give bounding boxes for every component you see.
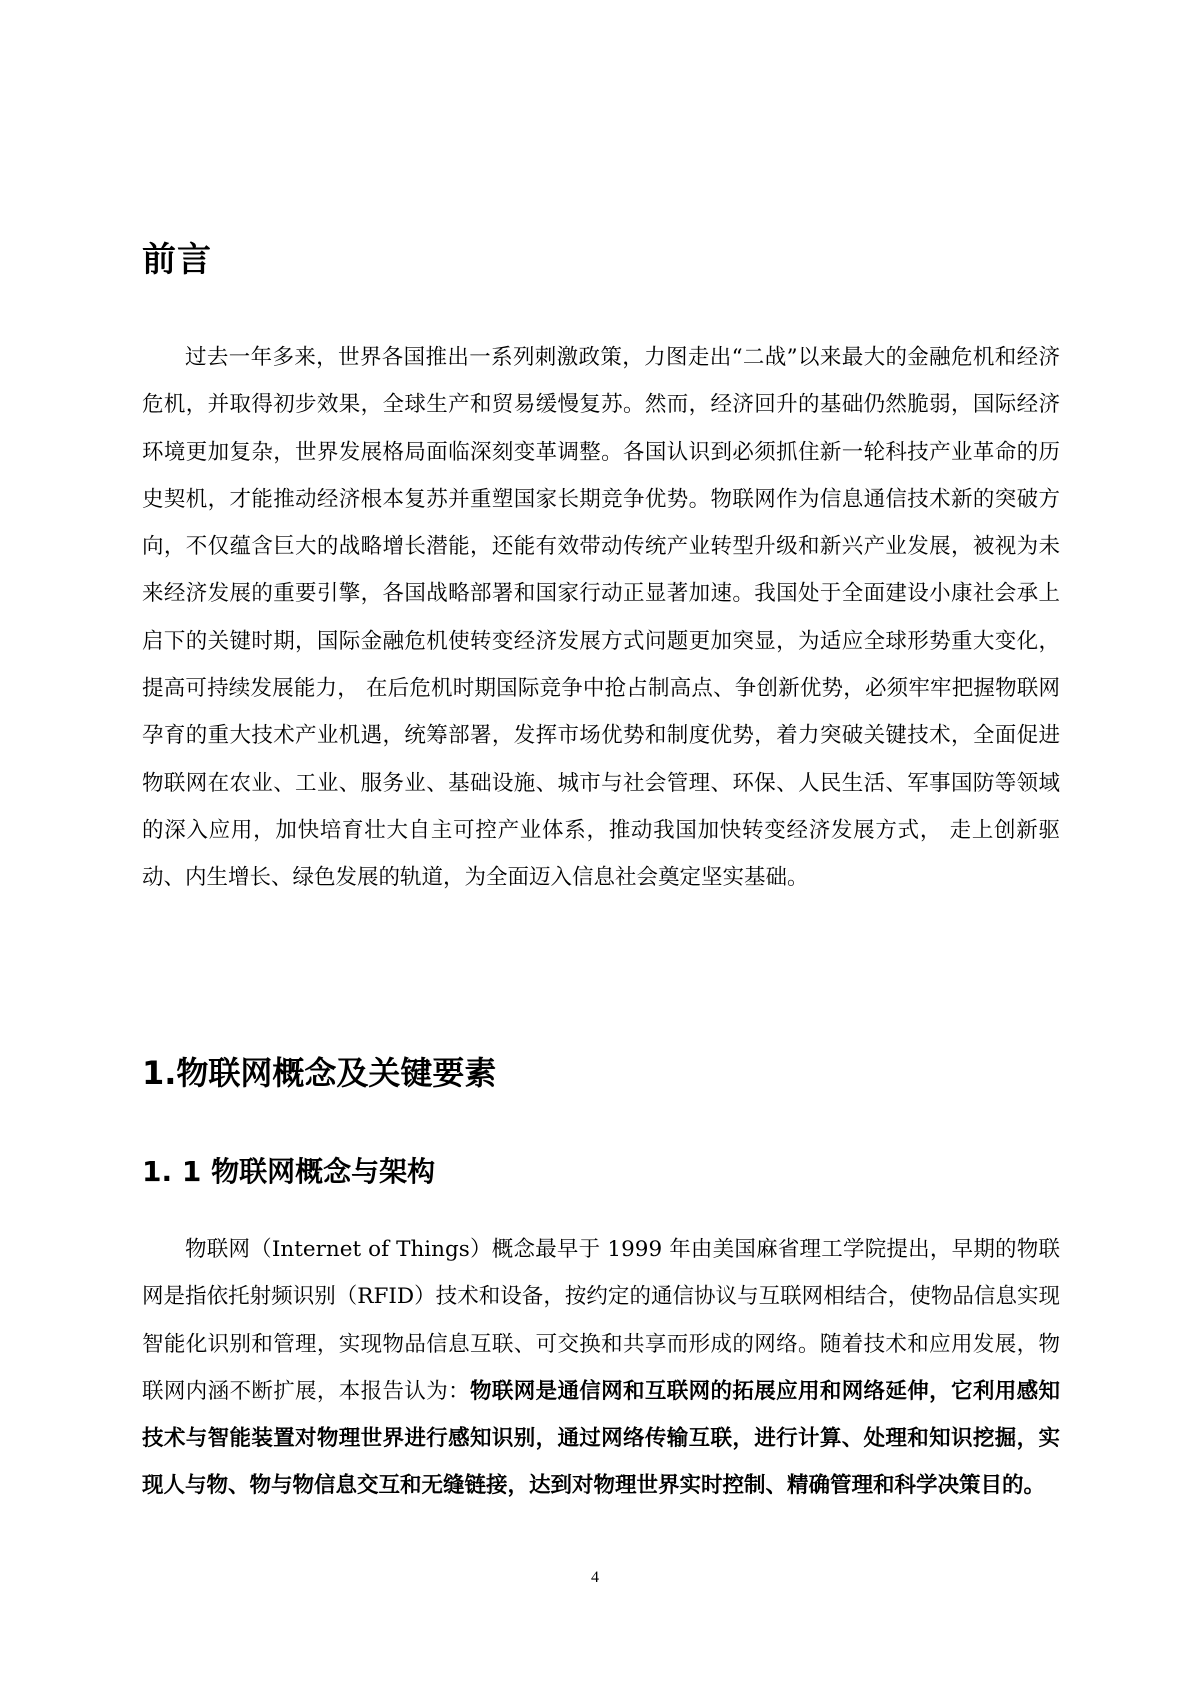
- page-number: 4: [591, 1569, 599, 1586]
- preface-paragraph: 过去一年多来，世界各国推出一系列刺激政策，力图走出“二战”以来最大的金融危机和经济危机，并取得初步效果，全球生产和贸易缓慢复苏。然而，经济回升的基础仍然脆弱，国际经济环境更加复杂，世界发展格局面临深刻变革调整。各国认识到必须抓住新一轮科技产业革命的历史契机，才能推动经济根本复苏并重塑国家长期竞争优势。物联网作为信息通信技术新的突破方向，不仅蕴含巨大的战略增长潜能，还能有效带动传统产业转型升级和新兴产业发展，被视为未来经济发展的重要引擎，各国战略部署和国家行动正显著加速。我国处于全面建设小康社会承上启下的关键时期，国际金融危机使转变经济发展方式问题更加突显，为适应全球形势重大变化，提高可持续发展能力， 在后危机时期国际竞争中抢占制高点、争创新优势，必须牢牢把握物联网孕育的重大技术产业机遇，统筹部署，发挥市场优势和制度优势，着力突破关键技术，全面促进物联网在农业、工业、服务业、基础设施、城市与社会管理、环保、人民生活、军事国防等领域的深入应用，加快培育壮大自主可控产业体系，推动我国加快转变经济发展方式， 走上创新驱动、内生增长、绿色发展的轨道，为全面迈入信息社会奠定坚实基础。: [142, 345, 1060, 891]
- iot-concept-intro-text: 物联网（Internet of Things）概念最早于 1999 年由美国麻省理工学院提出，早期的物联网是指依托射频识别（RFID）技术和设备，按约定的通信协议与互联网相结合，使物品信息实现智能化识别和管理，实现物品信息互联、可交换和共享而形成的网络。随着技术和应用发展，物联网内涵不断扩展，本报告认为：: [142, 1237, 1060, 1404]
- iot-definition-bold-text: 物联网是通信网和互联网的拓展应用和网络延伸，它利用感知技术与智能装置对物理世界进行感知识别，通过网络传输互联，进行计算、处理和知识挖掘，实现人与物、物与物信息交互和无缝链接，达到对物理世界实时控制、精确管理和科学决策目的。: [142, 1378, 1060, 1499]
- preface-heading: 前言: [142, 240, 212, 280]
- section-1-heading: 1.物联网概念及关键要素: [142, 1054, 497, 1092]
- iot-concept-paragraph: [142, 1226, 1060, 1510]
- section-1-1-heading: 1. 1 物联网概念与架构: [142, 1155, 436, 1188]
